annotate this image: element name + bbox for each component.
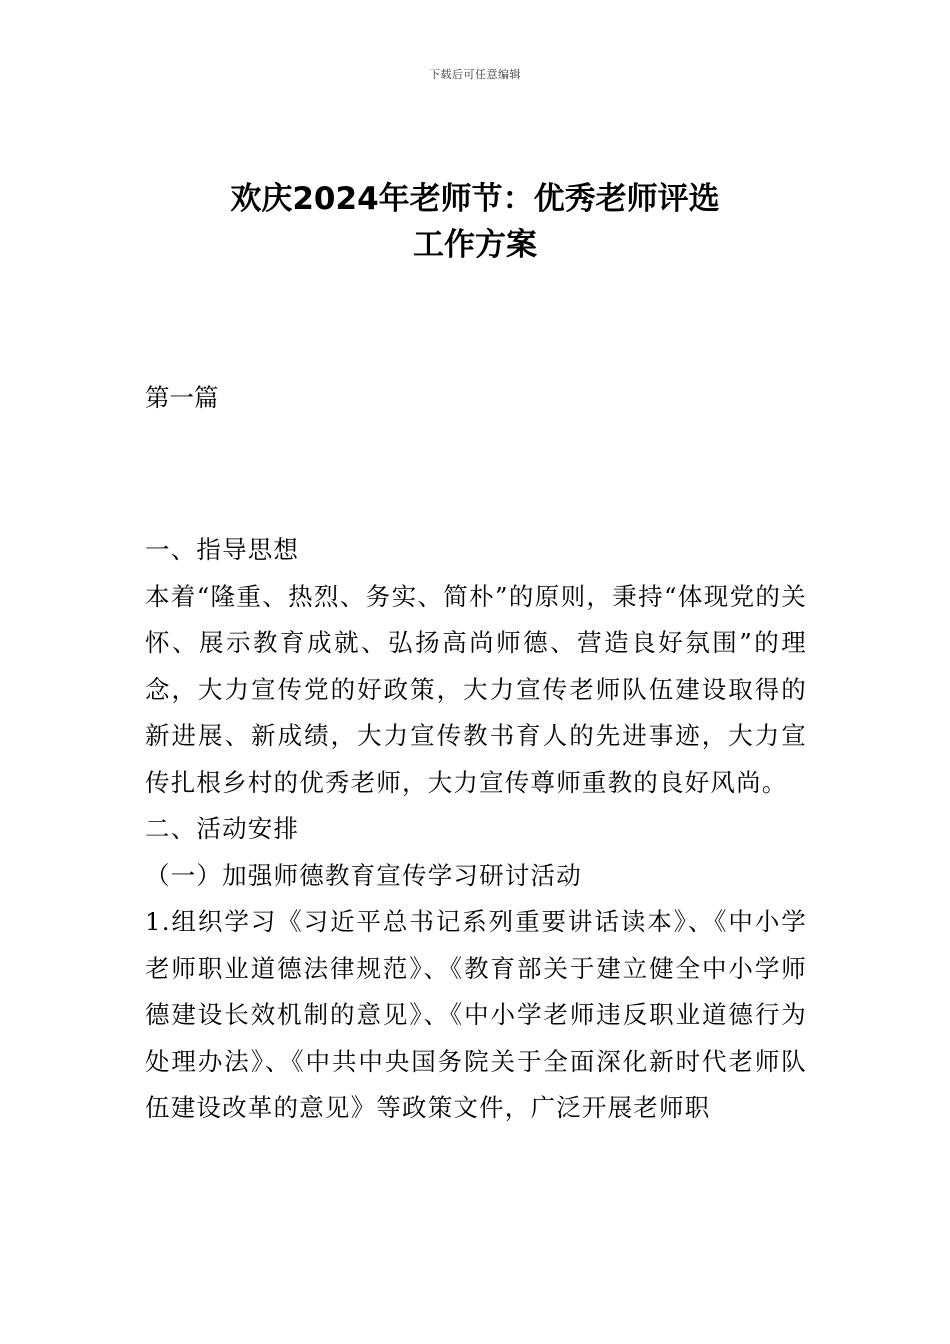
title-line-2: 工作方案 xyxy=(413,227,537,263)
section-paragraph-guiding-ideology: 本着“隆重、热烈、务实、简朴”的原则，秉持“体现党的关怀、展示教育成就、弘扬高尚师德、营造良好氛围”的理念，大力宣传党的好政策，大力宣传老师队伍建设取得的新进展、新成绩，大力宣传教书育人的先进事迹，大力宣传扎根乡村的优秀老师，大力宣传尊师重教的良好风尚。 xyxy=(145,581,807,797)
page-header-note: 下载后可任意编辑 xyxy=(429,68,521,81)
part-label: 第一篇 xyxy=(145,383,219,412)
document-body xyxy=(145,527,807,1132)
section-heading-activity-arrangement: 二、活动安排 xyxy=(145,814,300,843)
section-heading-guiding-ideology: 一、指导思想 xyxy=(145,535,300,564)
subsection-heading-ethics-education: （一）加强师德教育宣传学习研讨活动 xyxy=(145,860,582,890)
section-paragraph-activity-1: 1.组织学习《习近平总书记系列重要讲话读本》、《中小学老师职业道德法律规范》、《教育部关于建立健全中小学师德建设长效机制的意见》、《中小学老师违反职业道德行为处理办法》、《中共中央国务院关于全面深化新时代老师队伍建设改革的意见》等政策文件，广泛开展老师职 xyxy=(145,907,807,1122)
document-title xyxy=(0,176,950,268)
title-line-1: 欢庆2024年老师节：优秀老师评选 xyxy=(230,181,720,217)
